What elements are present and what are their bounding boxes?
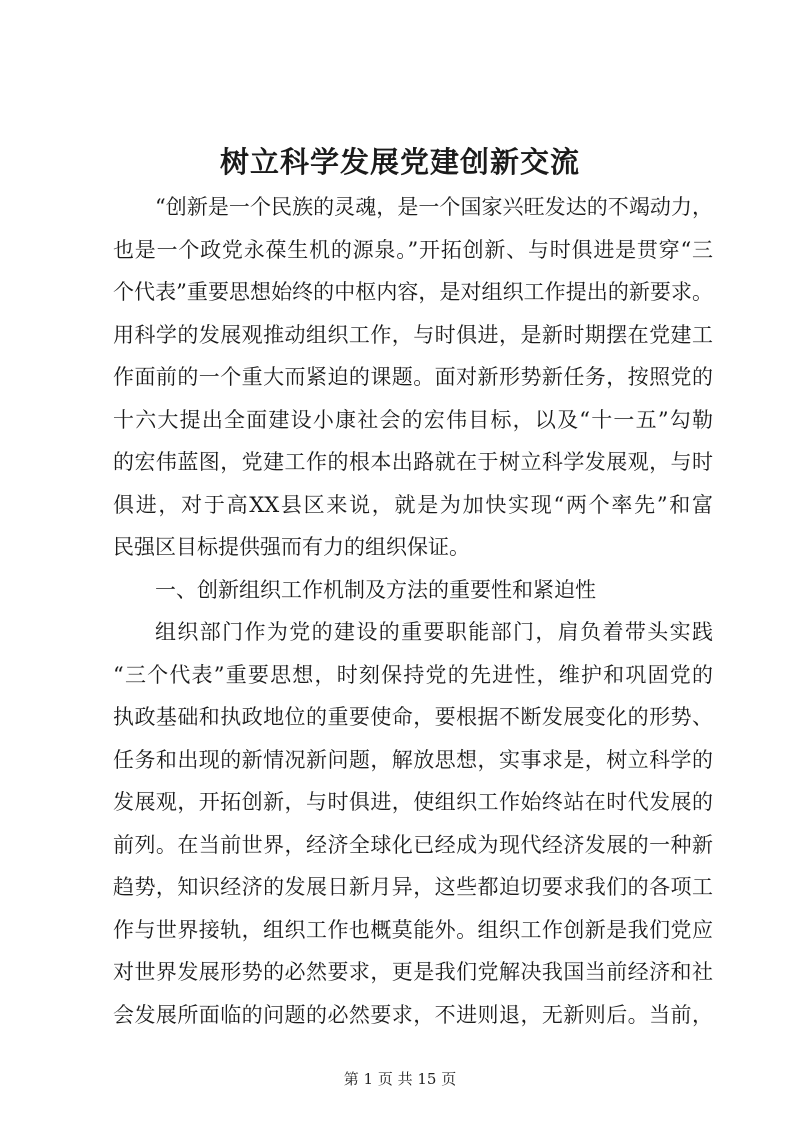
paragraph-2-line-2: “三个代表”重要思想，时刻保持党的先进性，维护和巩固党的 — [113, 662, 713, 687]
paragraph-2-line-5: 发展观，开拓创新，与时俱进，使组织工作始终站在时代发展的 — [113, 790, 713, 814]
paragraph-1-line-9: 民强区目标提供强而有力的组织保证。 — [113, 535, 470, 559]
paragraph-1-line-8: 俱进，对于高XX县区来说，就是为加快实现“两个率先”和富 — [113, 492, 713, 517]
paragraph-2-line-1: 组织部门作为党的建设的重要职能部门，肩负着带头实践 — [155, 620, 713, 644]
paragraph-1-line-3: 个代表”重要思想始终的中枢内容，是对组织工作提出的新要求。 — [113, 280, 713, 304]
paragraph-1-line-1: “创新是一个民族的灵魂，是一个国家兴旺发达的不竭动力， — [155, 195, 713, 219]
document-body — [113, 186, 713, 1036]
document-title: 树立科学发展党建创新交流 — [219, 145, 580, 179]
section-heading-1: 一、创新组织工作机制及方法的重要性和紧迫性 — [155, 577, 596, 602]
paragraph-1-line-5: 作面前的一个重大而紧迫的课题。面对新形势新任务，按照党的 — [113, 365, 713, 389]
paragraph-2-line-4: 任务和出现的新情况新问题，解放思想，实事求是，树立科学的 — [113, 747, 713, 772]
paragraph-1-line-6: 十六大提出全面建设小康社会的宏伟目标，以及“十一五”勾勒 — [113, 407, 713, 432]
paragraph-2-line-7: 趋势，知识经济的发展日新月异，这些都迫切要求我们的各项工 — [113, 875, 713, 899]
paragraph-2-line-6: 前列。在当前世界，经济全球化已经成为现代经济发展的一种新 — [113, 832, 713, 857]
paragraph-1-line-2: 也是一个政党永葆生机的源泉。”开拓创新、与时俱进是贯穿“三 — [113, 237, 713, 262]
page-number-footer: 第 1 页 共 15 页 — [343, 1070, 457, 1088]
paragraph-2-line-10: 会发展所面临的问题的必然要求，不进则退，无新则后。当前， — [113, 1002, 713, 1027]
paragraph-2-line-3: 执政基础和执政地位的重要使命，要根据不断发展变化的形势、 — [113, 705, 713, 729]
paragraph-1-line-4: 用科学的发展观推动组织工作，与时俱进，是新时期摆在党建工 — [113, 322, 713, 347]
paragraph-1-line-7: 的宏伟蓝图，党建工作的根本出路就在于树立科学发展观，与时 — [113, 450, 713, 474]
paragraph-2-line-8: 作与世界接轨，组织工作也概莫能外。组织工作创新是我们党应 — [113, 917, 713, 942]
paragraph-2-line-9: 对世界发展形势的必然要求，更是我们党解决我国当前经济和社 — [113, 960, 713, 984]
